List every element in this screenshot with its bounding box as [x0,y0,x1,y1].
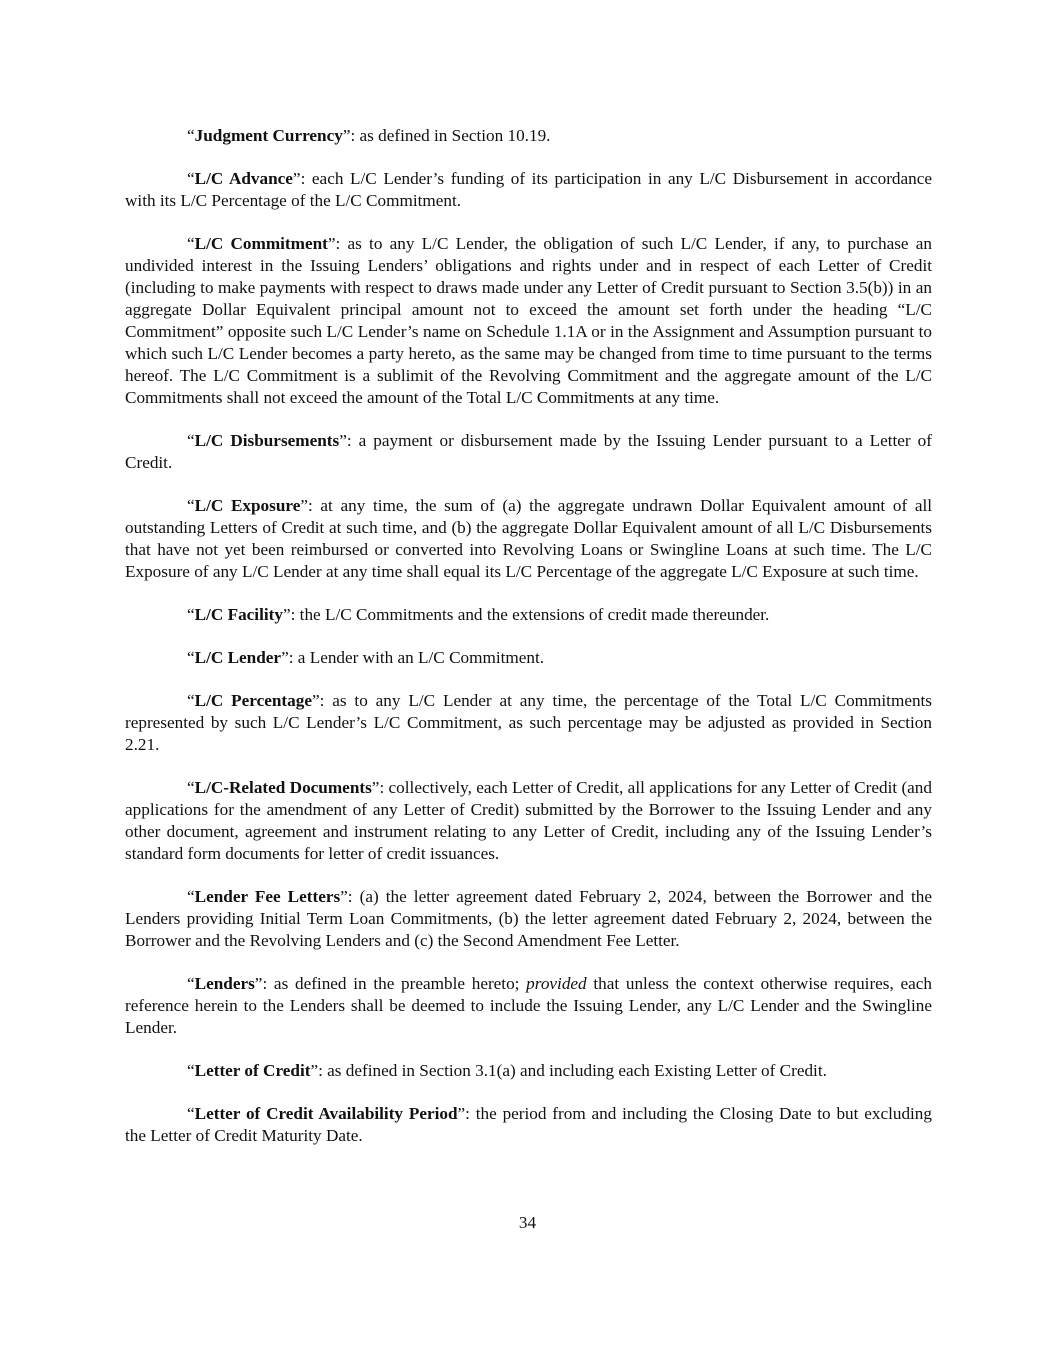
defined-term: L/C Commitment [194,234,328,253]
defined-term: L/C Facility [194,605,283,624]
definition-text: : a payment or disbursement made by the Issuing Lender pursuant to a Letter of Credit. [125,431,933,472]
definition-lc-percentage: “L/C Percentage”: as to any L/C Lender at any time, the percentage of the Total L/C Commitments represented by such L/C Lender’s L/C Commitment, as such percentage may be adjusted as provided in Section 2.21. [125,691,933,754]
definition-text: : each L/C Lender’s funding of its participation in any L/C Disbursement in accordance with its L/C Percentage of the L/C Commitment. [125,169,932,210]
definition-text: : (a) the letter agreement dated February 2, 2024, between the Borrower and the Lenders providing Initial Term Loan Commitments, (b) the letter agreement dated February 2, 2024, between the Borrower and the Revolving Lenders and (c) the Second Amendment Fee Letter. [125,887,932,950]
defined-term: Letter of Credit Availability Period [194,1104,458,1123]
defined-term: L/C-Related Documents [194,778,372,797]
definition-lc-advance: “L/C Advance”: each L/C Lender’s funding of its participation in any L/C Disbursement in accordance with its L/C Percentage of the L/C Commitment. [125,169,932,210]
defined-term: Judgment Currency [194,126,343,145]
definition-text: : as defined in Section 3.1(a) and including each Existing Letter of Credit. [318,1061,827,1080]
definition-text: : as defined in Section 10.19. [350,126,551,145]
definition-lender-fee-letters: “Lender Fee Letters”: (a) the letter agreement dated February 2, 2024, between the Borrower and the Lenders providing Initial Term Loan Commitments, (b) the letter agreement dated February 2, 2024, between the Borrower and the Revolving Lenders and (c) the Second Amendment Fee Letter. [125,887,932,950]
defined-term: Letter of Credit [194,1061,311,1080]
defined-term: L/C Disbursements [194,431,340,450]
defined-term: L/C Advance [194,169,293,188]
defined-term: Lender Fee Letters [194,887,341,906]
definition-lc-disbursements: “L/C Disbursements”: a payment or disbursement made by the Issuing Lender pursuant to a Letter of Credit. [125,431,933,472]
definition-lc-related-documents: “L/C-Related Documents”: collectively, each Letter of Credit, all applications for any Letter of Credit (and applications for the amendment of any Letter of Credit) submitted by the Borrower to the Issuing Lender and any other document, agreement and instrument relating to any Letter of Credit, including any of the Issuing Lender’s standard form documents for letter of credit issuances. [125,778,932,863]
definition-text: : as defined in the preamble hereto; [262,974,527,993]
definition-lenders: “Lenders”: as defined in the preamble hereto; provided that unless the context otherwise requires, each reference herein to the Lenders shall be deemed to include the Issuing Lender, any L/C Lender and the Swingline Lender. [125,974,932,1037]
definition-text: : at any time, the sum of (a) the aggregate undrawn Dollar Equivalent amount of all outstanding Letters of Credit at such time, and (b) the aggregate Dollar Equivalent amount of all L/C Disbursements that have not yet been reimbursed or converted into Revolving Loans or Swingline Loans at such time. The L/C Exposure of any L/C Lender at any time shall equal its L/C Percentage of the aggregate L/C Exposure at such time. [125,496,933,581]
definition-text-continued: that unless the context otherwise requires, each reference herein to the Lenders shall be deemed to include the Issuing Lender, any L/C Lender and the Swingline Lender. [125,974,932,1037]
defined-term: L/C Percentage [194,691,312,710]
defined-term: L/C Lender [194,648,282,667]
page-number: 34 [518,1213,537,1232]
definition-text: : the L/C Commitments and the extensions of credit made thereunder. [290,605,770,624]
definition-letter-of-credit: “Letter of Credit”: as defined in Section 3.1(a) and including each Existing Letter of Credit. [187,1061,827,1080]
defined-term: L/C Exposure [194,496,301,515]
definition-text: : as to any L/C Lender at any time, the percentage of the Total L/C Commitments represented by such L/C Lender’s L/C Commitment, as such percentage may be adjusted as provided in Section 2.21. [125,691,933,754]
definition-judgment-currency: “Judgment Currency”: as defined in Section 10.19. [187,126,551,145]
definition-lc-commitment: “L/C Commitment”: as to any L/C Lender, the obligation of such L/C Lender, if any, to purchase an undivided interest in the Issuing Lenders’ obligations and rights under and in respect of each Letter of Credit (including to make payments with respect to draws made under any Letter of Credit pursuant to Section 3.5(b)) in an aggregate Dollar Equivalent principal amount not to exceed the amount set forth under the heading “L/C Commitment” opposite such L/C Lender’s name on Schedule 1.1A or in the Assignment and Assumption pursuant to which such L/C Lender becomes a party hereto, as the same may be changed from time to time pursuant to the terms hereof. The L/C Commitment is a sublimit of the Revolving Commitment and the aggregate amount of the L/C Commitments shall not exceed the amount of the Total L/C Commitments at any time. [125,234,932,407]
definition-italic-text: provided [526,974,587,993]
definition-lc-availability-period: “Letter of Credit Availability Period”: the period from and including the Closing Date to but excluding the Letter of Credit Maturity Date. [125,1104,932,1145]
definition-text: : as to any L/C Lender, the obligation of such L/C Lender, if any, to purchase an undivided interest in the Issuing Lenders’ obligations and rights under and in respect of each Letter of Credit (including to make payments with respect to draws made under any Letter of Credit pursuant to Section 3.5(b)) in an aggregate Dollar Equivalent principal amount not to exceed the amount set forth under the heading “L/C Commitment” opposite such L/C Lender’s name on Schedule 1.1A or in the Assignment and Assumption pursuant to which such L/C Lender becomes a party hereto, as the same may be changed from time to time pursuant to the terms hereof. The L/C Commitment is a sublimit of the Revolving Commitment and the aggregate amount of the L/C Commitments shall not exceed the amount of the Total L/C Commitments at any time. [125,234,932,407]
definitions-list [125,125,932,1168]
definition-lc-lender: “L/C Lender”: a Lender with an L/C Commitment. [187,648,545,667]
definition-text: : a Lender with an L/C Commitment. [288,648,545,667]
definition-text: : the period from and including the Closing Date to but excluding the Letter of Credit Maturity Date. [125,1104,932,1145]
definition-text: : collectively, each Letter of Credit, all applications for any Letter of Credit (and applications for the amendment of any Letter of Credit) submitted by the Borrower to the Issuing Lender and any other document, agreement and instrument relating to any Letter of Credit, including any of the Issuing Lender’s standard form documents for letter of credit issuances. [125,778,932,863]
definition-lc-exposure: “L/C Exposure”: at any time, the sum of (a) the aggregate undrawn Dollar Equivalent amount of all outstanding Letters of Credit at such time, and (b) the aggregate Dollar Equivalent amount of all L/C Disbursements that have not yet been reimbursed or converted into Revolving Loans or Swingline Loans at such time. The L/C Exposure of any L/C Lender at any time shall equal its L/C Percentage of the aggregate L/C Exposure at such time. [125,496,933,581]
definition-lc-facility: “L/C Facility”: the L/C Commitments and the extensions of credit made thereunder. [187,605,770,624]
defined-term: Lenders [194,974,255,993]
